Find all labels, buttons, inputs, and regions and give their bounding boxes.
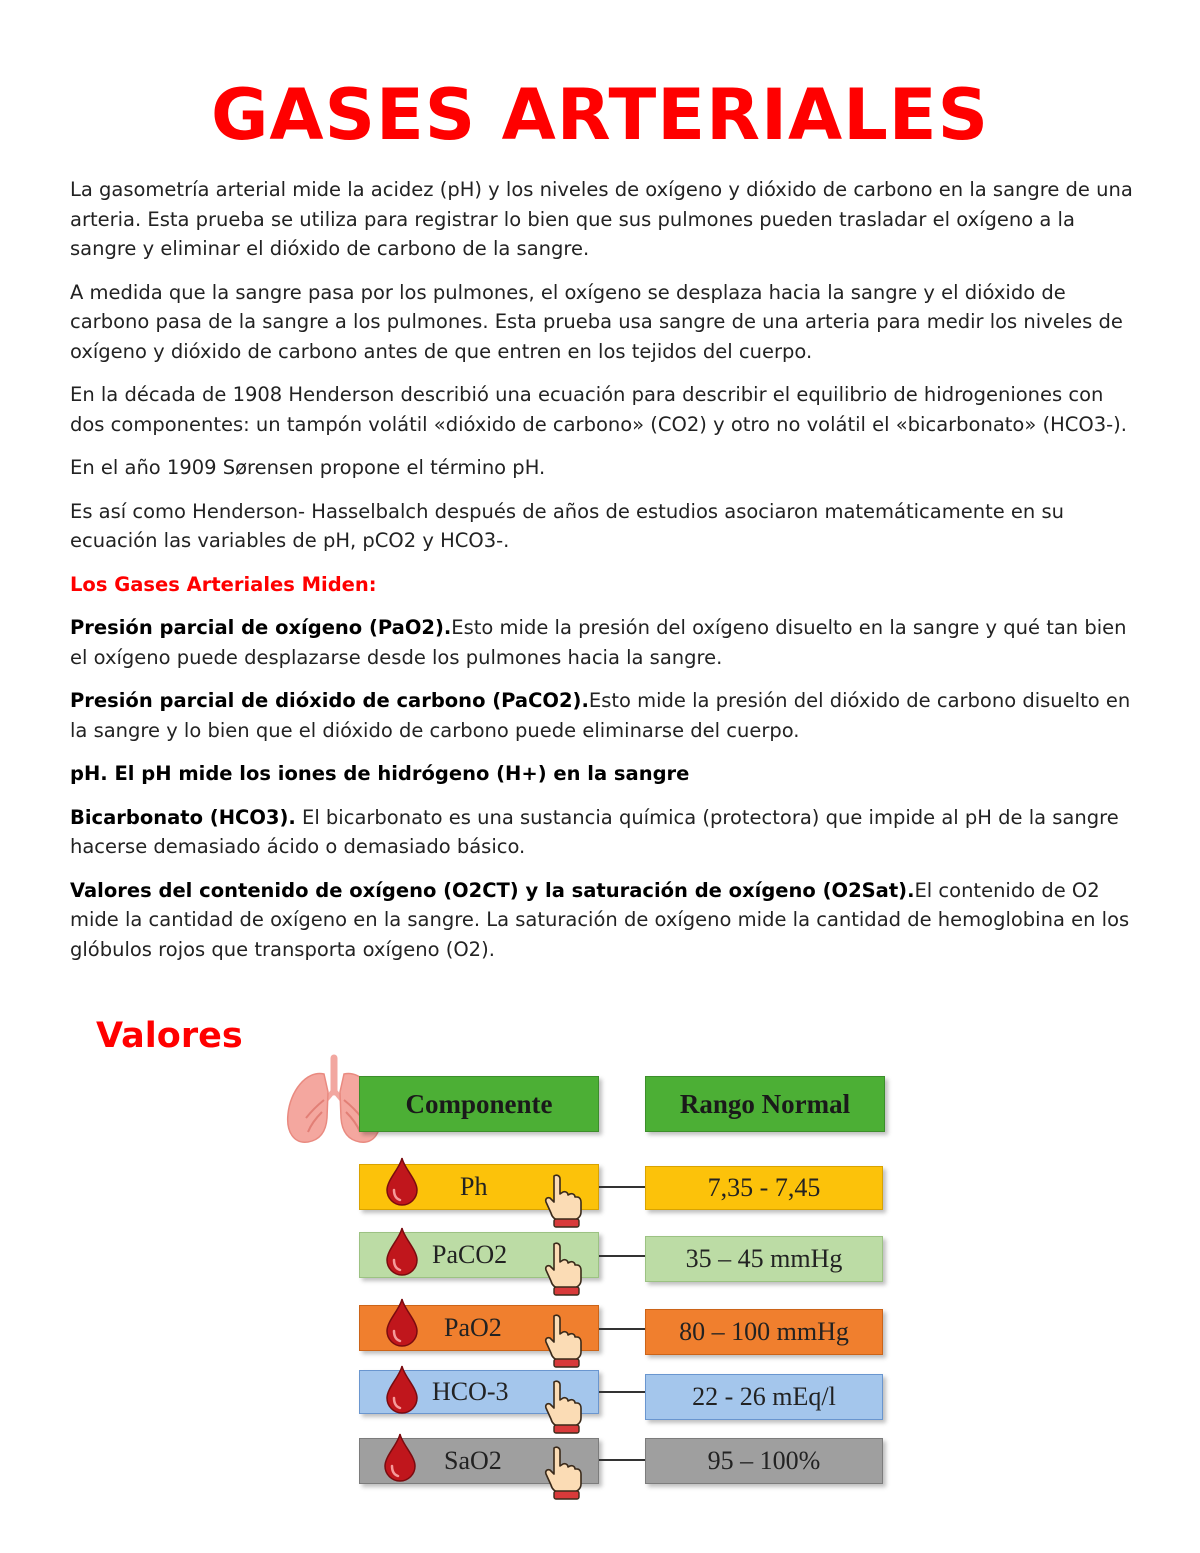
measures-heading: Los Gases Arteriales Miden: <box>70 572 377 596</box>
blood-drop-icon <box>383 1432 417 1482</box>
row-connector <box>599 1459 645 1461</box>
measure-term: pH. El pH mide los iones de hidrógeno (H+) en la sangre <box>70 762 690 785</box>
row-connector <box>599 1186 645 1188</box>
history-paragraph: Es así como Henderson- Hasselbalch después de años de estudios asociaron matemáticamente en su ecuación las variables de pH, pCO2 y HCO3-. <box>70 499 1064 552</box>
pointing-hand-icon <box>541 1378 583 1434</box>
blood-drop-icon <box>385 1156 419 1206</box>
pointing-hand-icon <box>541 1444 583 1500</box>
component-label: Ph <box>460 1172 488 1201</box>
measure-term: Valores del contenido de oxígeno (O2CT) y la saturación de oxígeno (O2Sat). <box>70 878 915 902</box>
component-label: HCO-3 <box>432 1377 509 1406</box>
header-componente: Componente <box>359 1076 599 1132</box>
blood-drop-icon <box>385 1226 419 1276</box>
range-cell-sao2: 95 – 100% <box>645 1438 883 1484</box>
intro-paragraph: La gasometría arterial mide la acidez (pH) y los niveles de oxígeno y dióxido de carbono en la sangre de una arteria. Esta prueba se utiliza para registrar lo bien que sus pulmones pueden trasladar el oxígeno a la sangre y eliminar el dióxido de carbono de la sangre. <box>70 178 1133 260</box>
component-label: PaCO2 <box>432 1240 508 1269</box>
pointing-hand-icon <box>541 1240 583 1296</box>
measure-description: El bicarbonato es una sustancia química (protectora) que impide al pH de la sangre hacerse demasiado ácido o demasiado básico. <box>70 805 1119 858</box>
row-connector <box>599 1255 645 1257</box>
component-label: SaO2 <box>444 1446 502 1475</box>
pointing-hand-icon <box>541 1172 583 1228</box>
header-rango-normal: Rango Normal <box>645 1076 885 1132</box>
measure-description: Esto mide la presión del dióxido de carbono disuelto en la sangre y lo bien que el dióxido de carbono puede eliminarse del cuerpo. <box>70 689 1131 742</box>
valores-heading: Valores <box>96 1016 243 1056</box>
history-paragraph: En el año 1909 Sørensen propone el término pH. <box>70 456 546 479</box>
range-cell-hco3: 22 - 26 mEq/l <box>645 1374 883 1420</box>
measure-term: Bicarbonato (HCO3). <box>70 805 296 829</box>
measure-description: El contenido de O2 mide la cantidad de oxígeno en la sangre. La saturación de oxígeno mide la cantidad de hemoglobina en los glóbulos rojos que transporta oxígeno (O2). <box>70 878 1130 961</box>
blood-drop-icon <box>385 1364 419 1414</box>
measure-term: Presión parcial de dióxido de carbono (PaCO2). <box>70 689 589 712</box>
measure-description: Esto mide la presión del oxígeno disuelto en la sangre y qué tan bien el oxígeno puede desplazarse desde los pulmones hacia la sangre. <box>70 616 1127 669</box>
row-connector <box>599 1328 645 1330</box>
component-label: PaO2 <box>444 1313 502 1342</box>
page-title: GASES ARTERIALES <box>210 74 990 156</box>
measure-term: Presión parcial de oxígeno (PaO2). <box>70 616 452 639</box>
row-connector <box>599 1391 645 1393</box>
history-paragraph: En la década de 1908 Henderson describió una ecuación para describir el equilibrio de hidrogeniones con dos componentes: un tampón volátil «dióxido de carbono» (CO2) y otro no volátil el «bicarbonato» (HCO3-). <box>70 383 1127 436</box>
range-cell-ph: 7,35 - 7,45 <box>645 1166 883 1210</box>
blood-drop-icon <box>385 1297 419 1347</box>
intro-paragraph: A medida que la sangre pasa por los pulmones, el oxígeno se desplaza hacia la sangre y el dióxido de carbono pasa de la sangre a los pulmones. Esta prueba usa sangre de una arteria para medir los niveles de oxígeno y dióxido de carbono antes de que entren en los tejidos del cuerpo. <box>70 280 1123 363</box>
range-cell-pao2: 80 – 100 mmHg <box>645 1309 883 1355</box>
range-cell-paco2: 35 – 45 mmHg <box>645 1236 883 1282</box>
pointing-hand-icon <box>541 1312 583 1368</box>
